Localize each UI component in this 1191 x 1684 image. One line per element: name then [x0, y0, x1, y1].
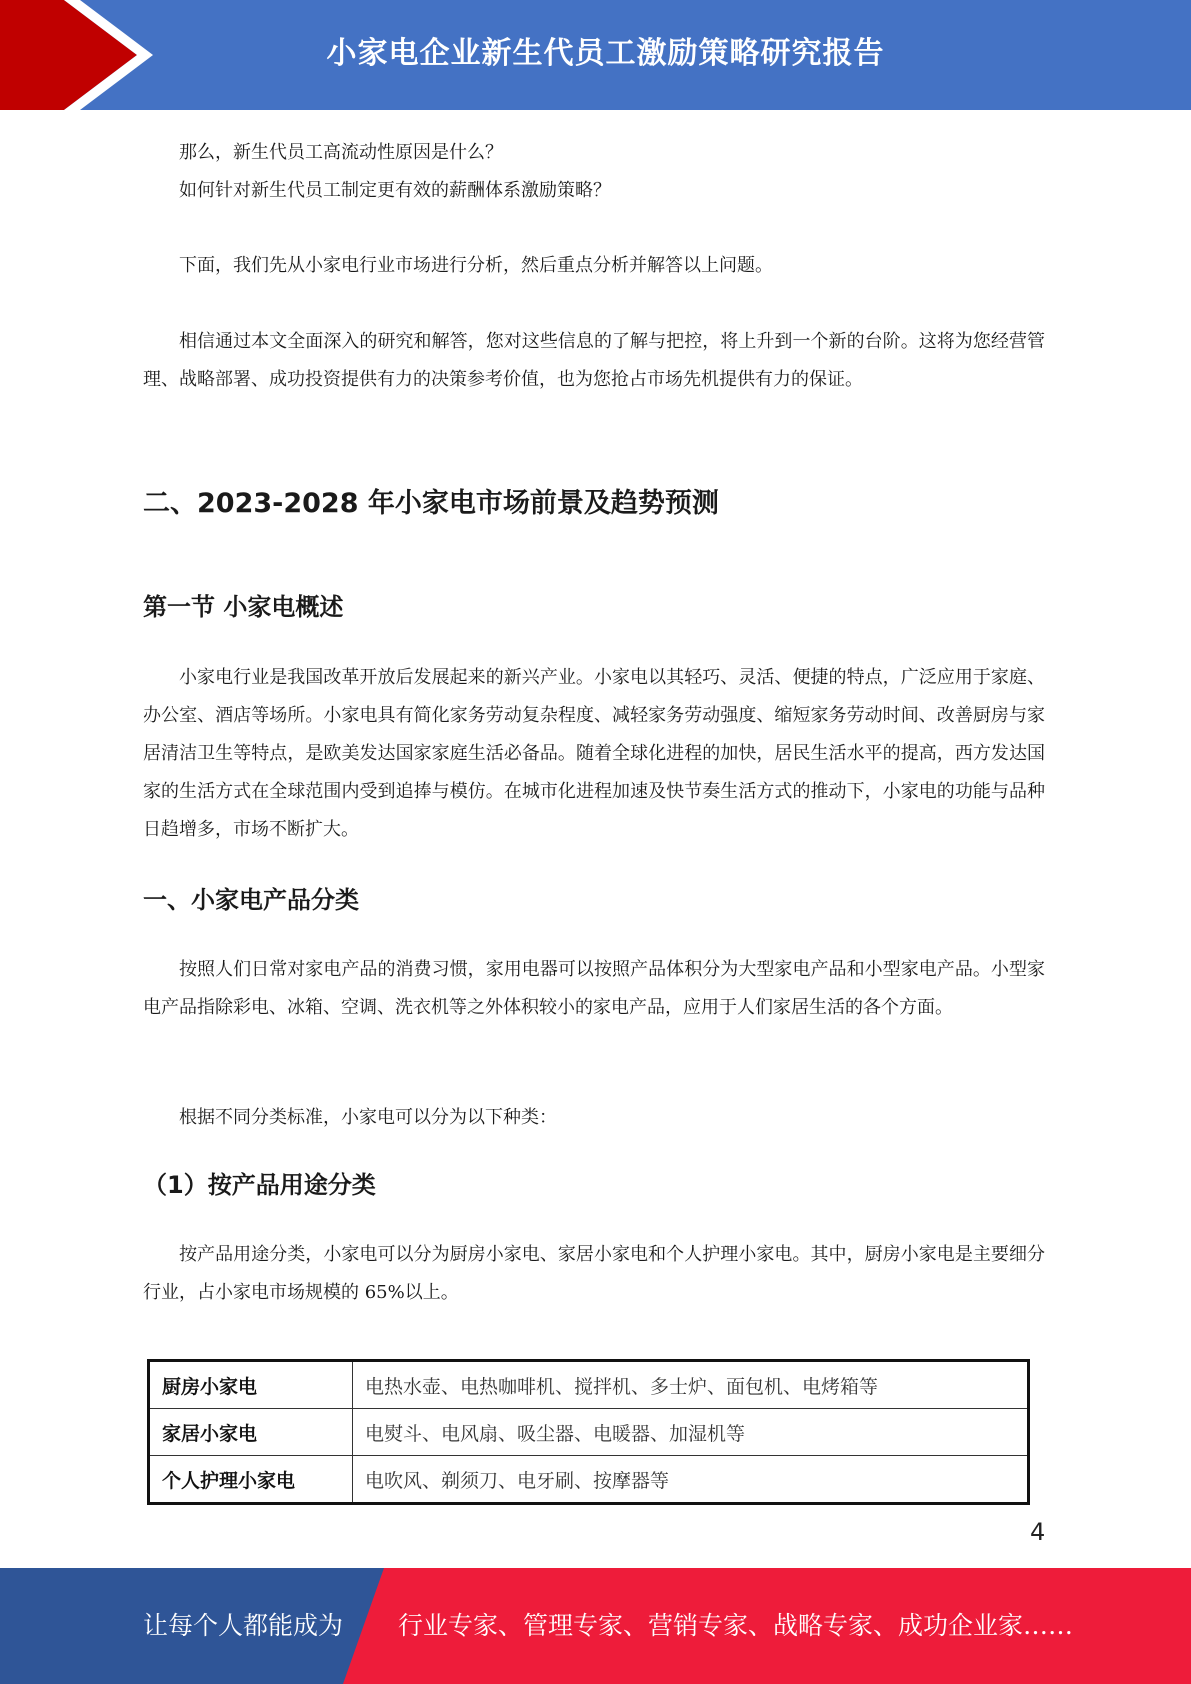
paragraph-next: 下面，我们先从小家电行业市场进行分析，然后重点分析并解答以上问题。: [179, 255, 773, 276]
appliance-category-table: [147, 1359, 1030, 1505]
table-cell-items: 电热水壶、电热咖啡机、搅拌机、多士炉、面包机、电烤箱等: [353, 1361, 1029, 1409]
question-2: 如何针对新生代员工制定更有效的薪酬体系激励策略？: [179, 180, 611, 201]
page-number: 4: [1030, 1518, 1046, 1546]
table-cell-items: 电吹风、剃须刀、电牙刷、按摩器等: [353, 1456, 1029, 1504]
paragraph-overview: 小家电行业是我国改革开放后发展起来的新兴产业。小家电以其轻巧、灵活、便捷的特点，广泛应用于家庭、办公室、酒店等场所。小家电具有简化家务劳动复杂程度、减轻家务劳动强度、缩短家务劳动时间、改善厨房与家居清洁卫生等特点，是欧美发达国家家庭生活必备品。随着全球化进程的加快，居民生活水平的提高，西方发达国家的生活方式在全球范围内受到追捧与模仿。在城市化进程加速及快节奏生活方式的推动下，小家电的功能与品种日趋增多，市场不断扩大。: [143, 667, 1045, 840]
table-cell-category: 家居小家电: [149, 1409, 353, 1456]
table-row: [149, 1361, 1029, 1409]
table-row: [149, 1409, 1029, 1456]
paragraph-classification: 按照人们日常对家电产品的消费习惯，家用电器可以按照产品体积分为大型家电产品和小型家电产品。小型家电产品指除彩电、冰箱、空调、洗衣机等之外体积较小的家电产品，应用于人们家居生活的各个方面。: [143, 959, 1045, 1018]
paragraph-usage: 按产品用途分类，小家电可以分为厨房小家电、家居小家电和个人护理小家电。其中，厨房小家电是主要细分行业，占小家电市场规模的 65%以上。: [143, 1244, 1045, 1303]
question-1: 那么，新生代员工高流动性原因是什么？: [179, 142, 503, 163]
table-cell-items: 电熨斗、电风扇、吸尘器、电暖器、加湿机等: [353, 1409, 1029, 1456]
paragraph-trust: 相信通过本文全面深入的研究和解答，您对这些信息的了解与把控，将上升到一个新的台阶。这将为您经营管理、战略部署、成功投资提供有力的决策参考价值，也为您抢占市场先机提供有力的保证。: [143, 331, 1045, 390]
table-cell-category: 厨房小家电: [149, 1361, 353, 1409]
subheading-by-usage: （1）按产品用途分类: [143, 1171, 376, 1199]
footer-slogan-left: 让每个人都能成为: [143, 1611, 344, 1640]
table-cell-category: 个人护理小家电: [149, 1456, 353, 1504]
table-row: [149, 1456, 1029, 1504]
subheading-product-classification: 一、小家电产品分类: [143, 886, 359, 914]
chapter-heading: 二、2023-2028 年小家电市场前景及趋势预测: [143, 488, 719, 519]
report-title: 小家电企业新生代员工激励策略研究报告: [326, 36, 885, 71]
paragraph-standards: 根据不同分类标准，小家电可以分为以下种类：: [179, 1107, 557, 1128]
footer-slogan-right: 行业专家、管理专家、营销专家、战略专家、成功企业家……: [398, 1611, 1074, 1640]
section-heading: 第一节 小家电概述: [143, 593, 344, 621]
page-footer: [0, 1568, 1191, 1684]
page-header: [0, 0, 1191, 110]
